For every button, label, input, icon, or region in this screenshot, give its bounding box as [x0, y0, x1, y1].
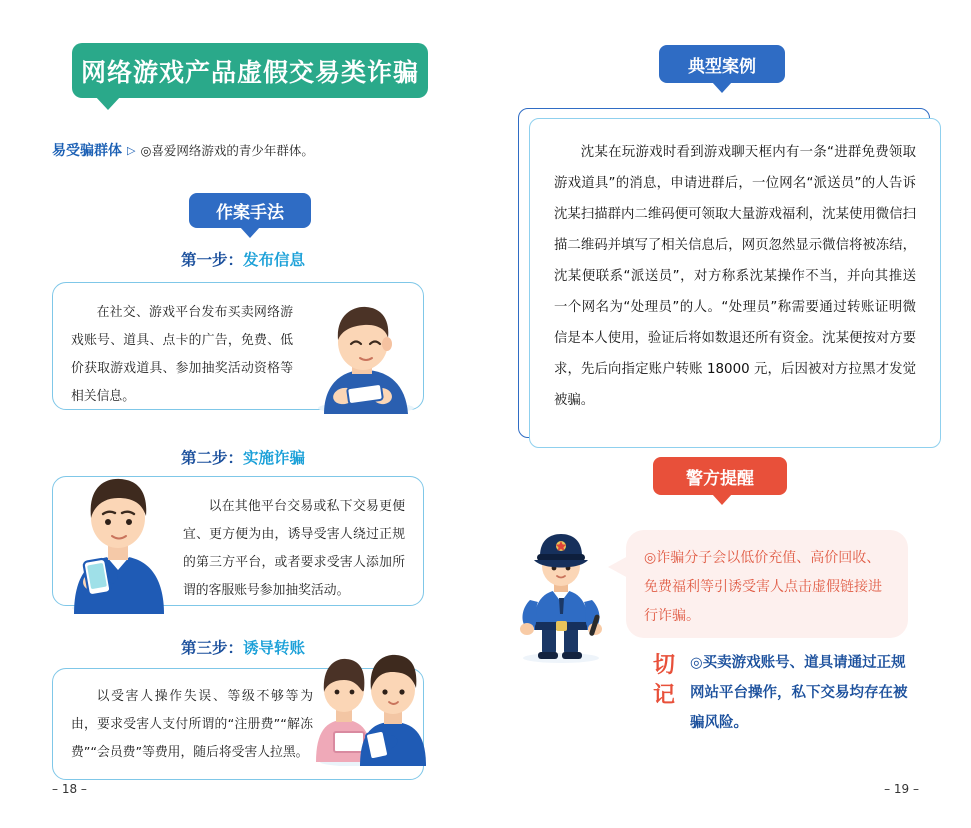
police-warning-text: ◎诈骗分子会以低价充值、高价回收、免费福利等引诱受害人点击虚假链接进行诈骗。: [644, 550, 882, 624]
main-title-text: 网络游戏产品虚假交易类诈骗: [80, 57, 419, 87]
police-warning-banner: [653, 457, 787, 495]
case-banner-tail: [712, 82, 732, 93]
step-2-body: 以在其他平台交易或私下交易更便宜、更方便为由，诱导受害人绕过正规的第三方平台，或者要求受害人添加所谓的客服账号参加抽奖活动。: [183, 499, 405, 598]
case-box: [529, 118, 941, 448]
remember-body-text: ◎买卖游戏账号、道具请通过正规网站平台操作，私下交易均存在被骗风险。: [690, 655, 908, 731]
main-title-banner: [72, 43, 428, 98]
step-1-body: 在社交、游戏平台发布买卖网络游戏账号、道具、点卡的广告，免费、低价获取游戏道具、参加抽奖活动资格等相关信息。: [71, 305, 293, 404]
page-number-left: – 18 –: [52, 782, 87, 796]
step-2-number: 第二步：: [180, 448, 243, 467]
victim-group-line: [52, 140, 314, 160]
case-banner: [659, 45, 785, 83]
police-officer-illustration: [506, 528, 616, 663]
boy-with-phone-illustration: [294, 296, 424, 414]
method-banner-tail: [240, 227, 260, 238]
victim-group-label: 易受骗群体: [52, 143, 122, 159]
main-title-banner-tail: [95, 96, 121, 110]
step-2-name: 实施诈骗: [243, 448, 306, 467]
case-body-text: 沈某在玩游戏时看到游戏聊天框内有一条“进群免费领取游戏道具”的消息，申请进群后，一位网名“派送员”的人告诉沈某扫描群内二维码便可领取大量游戏福利，沈某使用微信扫描二维码并填写了相关信息后，网页忽然显示微信将被冻结，沈某便联系“派送员”，对方称系沈某操作不当，并向其推送一个网名为“处理员”的人。“处理员”称需要通过转账证明微信是本人使用，验证后将如数退还所有资金。沈某便按对方要求，先后向指定账户转账 18000 元，后因被对方拉黑才发觉被骗。: [554, 145, 916, 408]
triangle-marker-icon: ▷: [127, 144, 136, 157]
remember-stamp-label: 切记: [652, 652, 675, 708]
page-number-right: – 19 –: [884, 782, 919, 796]
police-warning-bubble: [626, 530, 908, 638]
step-3-body: 以受害人操作失误、等级不够等为由，要求受害人支付所谓的“注册费”“解冻费”“会员费”等费用，随后将受害人拉黑。: [71, 689, 313, 760]
police-warning-banner-tail: [712, 494, 732, 505]
step-1-title: [0, 248, 486, 270]
man-with-phone-illustration: [58, 464, 178, 614]
right-page: [486, 0, 971, 828]
victim-group-text: ◎喜爱网络游戏的青少年群体。: [140, 143, 314, 158]
police-warning-banner-text: 警方提醒: [686, 468, 754, 489]
speech-bubble-tail: [608, 556, 628, 578]
step-1-number: 第一步：: [180, 250, 243, 269]
method-banner-text: 作案手法: [216, 203, 284, 223]
step-3-number: 第三步：: [180, 638, 243, 657]
step-3-name: 诱导转账: [243, 638, 306, 657]
case-banner-text: 典型案例: [688, 56, 756, 77]
step-1-name: 发布信息: [243, 250, 306, 269]
method-banner: [189, 193, 311, 228]
two-people-illustration: [310, 636, 430, 766]
